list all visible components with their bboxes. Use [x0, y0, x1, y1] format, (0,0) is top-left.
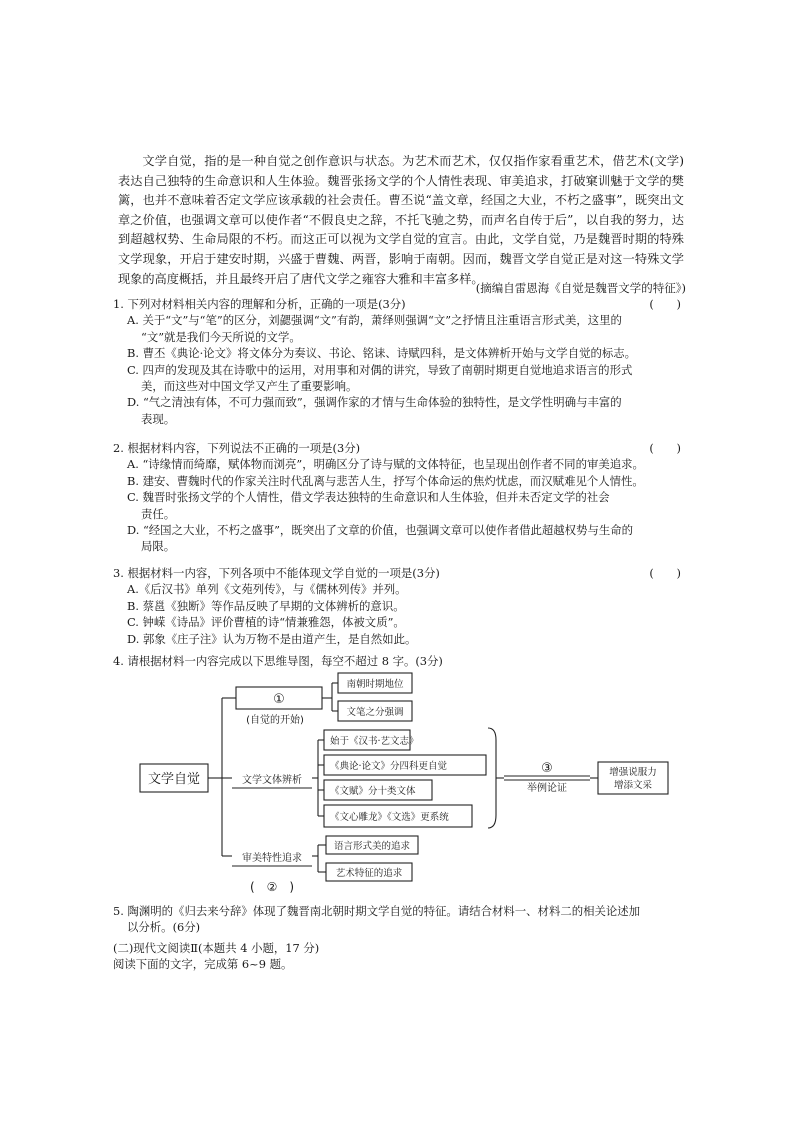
- question-3-stem: 3. 根据材料一内容，下列各项中不能体现文学自觉的一项是(3分): [113, 566, 440, 580]
- option-b: B. 曹丕《典论·论文》将文体分为奏议、书论、铭诔、诗赋四科，是文体辨析开始与文学自觉的标志。: [127, 346, 637, 361]
- option-b: B. 蔡邕《独断》等作品反映了早期的文体辨析的意识。: [127, 598, 405, 613]
- option-d: D. 郭象《庄子注》认为万物不是由道产生，是自然如此。: [127, 631, 417, 646]
- option-a: A.《后汉书》单列《文苑列传》，与《儒林列传》并列。: [127, 582, 407, 597]
- option-d: D. “气之清浊有体，不可力强而致”，强调作家的才情与生命体验的独特性，是文学性明确与丰富的 表现。: [127, 395, 622, 426]
- option-a: A. 关于“文”与“笔”的区分，刘勰强调“文”有韵，萧绎则强调“文”之抒情且注重语言形式美，这里的 “文”就是我们今天所说的文学。: [127, 313, 622, 344]
- blank-3-label: 举例论证: [527, 783, 567, 794]
- svg-text:始于《汉书·艺文志》: 始于《汉书·艺文志》: [330, 736, 419, 747]
- svg-text:语言形式美的追求: 语言形式美的追求: [333, 841, 411, 852]
- blank-2: ( ② ): [249, 880, 295, 894]
- branch-1-label: (自觉的开始): [246, 715, 304, 726]
- svg-text:南朝时期地位: 南朝时期地位: [346, 679, 404, 690]
- svg-text:增强说服力: 增强说服力: [609, 767, 657, 778]
- question-4-stem: 4. 请根据材料一内容完成以下思维导图，每空不超过 8 字。(3分): [113, 654, 443, 668]
- blank-1: ①: [273, 692, 285, 707]
- section-instruction: 阅读下面的文字，完成第 6~9 题。: [113, 957, 293, 972]
- branch-3-label: 审美特性追求: [242, 853, 302, 864]
- option-c: C. 钟嵘《诗品》评价曹植的诗“情兼雅怨，体被文质”。: [127, 615, 405, 630]
- svg-text:《文心雕龙》《文选》更系统: 《文心雕龙》《文选》更系统: [330, 812, 449, 823]
- svg-text:《文赋》分十类文体: 《文赋》分十类文体: [330, 786, 416, 797]
- svg-text:增添文采: 增添文采: [613, 780, 653, 791]
- answer-paren: ( ): [649, 441, 681, 455]
- option-c: C. 魏晋时张扬文学的个人情性，借文学表达独特的生命意识和人生体验，但并未否定文学的社会 责任。: [127, 490, 610, 521]
- question-2-stem: 2. 根据材料内容，下列说法不正确的一项是(3分): [113, 441, 361, 455]
- question-5: 5. 陶渊明的《归去来兮辞》体现了魏晋南北朝时期文学自觉的特征。请结合材料一、材料二的相关论述加 以分析。(6分): [113, 904, 641, 935]
- option-b: B. 建安、曹魏时代的作家关注时代乱离与悲苦人生，抒写个体命运的焦灼忧虑，而汉赋难见个人情性。: [127, 473, 644, 488]
- option-a: A. “诗缘情而绮靡，赋体物而浏亮”，明确区分了诗与赋的文体特征，也呈现出创作者不同的审美追求。: [127, 457, 644, 472]
- blank-3: ③: [541, 761, 553, 776]
- option-d: D. “经国之大业，不朽之盛事”，既突出了文章的价值，也强调文章可以使作者借此超越权势与生命的 局限。: [127, 523, 634, 554]
- svg-text:文笔之分强调: 文笔之分强调: [346, 707, 404, 718]
- option-c: C. 四声的发现及其在诗歌中的运用，对用事和对偶的讲究，导致了南朝时期更自觉地追求语言的形式 美，而这些对中国文学又产生了重要影响。: [127, 362, 633, 394]
- svg-text:艺术特征的追求: 艺术特征的追求: [335, 868, 403, 879]
- passage-paragraph: 文学自觉，指的是一种自觉之创作意识与状态。为艺术而艺术，仅仅指作家看重艺术，借艺术(文学)表达自己独特的生命意识和人生体验。魏晋张扬文学的个人情性表现、审美追求，打破窠训魅于文学的樊篱，也并不意味着否定文学应该承载的社会责任。曹丕说“盖文章，经国之大业，不朽之盛事”，既突出文章之价值，也强调文章可以使作者“不假良史之辞，不托飞驰之势，而声名自传于后”，以自我的努力，达到超越权势、生命局限的不朽。而这正可以视为文学自觉的宣言。由此，文学自觉，乃是魏晋时期的特殊文学现象，开启于建安时期，兴盛于曹魏、两晋，影响于南朝。因而，魏晋文学自觉正是对这一特殊文学现象的高度概括，并且最终开启了唐代文学之雍容大雅和丰富多样。: [118, 154, 684, 286]
- section-heading: (二)现代文阅读Ⅱ(本题共 4 小题，17 分) 阅读下面的文字，完成第 6~9 题。: [113, 940, 687, 973]
- svg-text:《典论·论文》分四科更自觉: 《典论·论文》分四科更自觉: [330, 761, 448, 772]
- question-1-stem: 1. 下列对材料相关内容的理解和分析，正确的一项是(3分): [113, 297, 406, 311]
- mind-map-root: 文学自觉: [147, 772, 201, 787]
- answer-paren: ( ): [649, 566, 681, 580]
- answer-paren: ( ): [649, 297, 681, 311]
- branch-2-label: 文学文体辨析: [242, 775, 302, 786]
- passage-source: (摘编自雷恩海《自觉是魏晋文学的特征》): [475, 281, 686, 295]
